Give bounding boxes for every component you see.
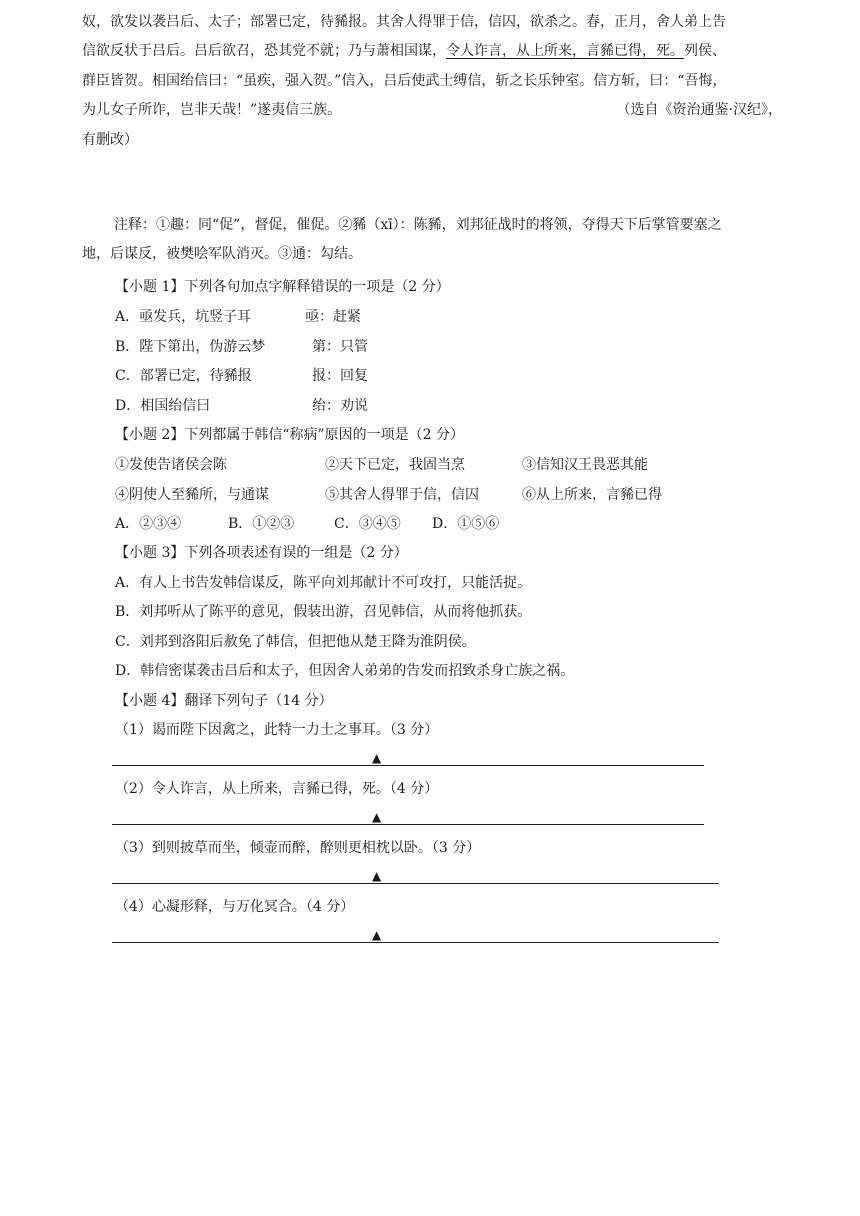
q1-gloss-b: 第：只管 xyxy=(312,339,368,355)
answer-marker-icon: ▲ xyxy=(372,869,382,883)
passage-line: 群臣皆贺。相国绐信曰：“虽疾，强入贺。”信入，吕后使武士缚信，斩之长乐钟室。信方斩，曰：“吾悔， xyxy=(82,72,727,89)
question-1-heading: 【小题 1】下列各句加点字解释错误的一项是（2 分） xyxy=(115,279,450,295)
answer-marker-icon: ▲ xyxy=(372,810,382,824)
q2-choice-a: A．②③④ xyxy=(115,516,182,532)
q2-item: ③信知汉王畏恶其能 xyxy=(522,457,648,473)
q2-item: ②天下已定，我固当烹 xyxy=(325,457,465,473)
annotations xyxy=(82,211,782,270)
answer-line-2[interactable] xyxy=(112,824,704,825)
q2-item: ⑤其舍人得罪于信，信囚 xyxy=(325,487,479,503)
note-line: 注释：①趣：同“促”，督促，催促。②豨（xī）：陈豨，刘邦征战时的将领，夺得天下后掌管要塞之 xyxy=(114,217,722,233)
passage-text: 为儿女子所诈，岂非天哉！”遂夷信三族。 xyxy=(82,102,342,119)
q3-option-c: C．刘邦到洛阳后赦免了韩信，但把他从楚王降为淮阴侯。 xyxy=(115,634,476,650)
q2-choice-d: D．①⑤⑥ xyxy=(432,516,500,532)
source-citation: （选自《资治通鉴·汉纪》， xyxy=(616,102,782,119)
question-3-heading: 【小题 3】下列各项表述有误的一组是（2 分） xyxy=(115,545,408,561)
q4-sentence-4: （4）心凝形释，与万化冥合。（4 分） xyxy=(115,899,355,915)
q4-sentence-3: （3）到则披草而坐，倾壶而醉，醉则更相枕以卧。（3 分） xyxy=(115,840,481,856)
passage-line xyxy=(82,96,782,125)
answer-line-3[interactable] xyxy=(112,883,719,884)
q1-gloss-a: 亟：赶紧 xyxy=(305,309,361,325)
passage-text: 列侯、 xyxy=(684,43,726,60)
q2-item: ⑥从上所来，言豨已得 xyxy=(522,487,662,503)
passage-line xyxy=(82,37,782,66)
q3-option-a: A．有人上书告发韩信谋反，陈平向刘邦献计不可攻打，只能活捉。 xyxy=(115,575,532,591)
passage-text: 信欲反状于吕后。吕后欲召，恐其党不就；乃与萧相国谋， xyxy=(82,43,446,60)
q4-sentence-1: （1）谒而陛下因禽之，此特一力士之事耳。（3 分） xyxy=(115,722,439,738)
question-2-heading: 【小题 2】下列都属于韩信“称病”原因的一项是（2 分） xyxy=(115,427,465,443)
q3-option-d: D．韩信密谋袭击吕后和太子，但因舍人弟弟的告发而招致杀身亡族之祸。 xyxy=(115,663,575,679)
q2-choice-b: B．①②③ xyxy=(228,516,295,532)
classical-passage xyxy=(82,8,782,155)
answer-line-1[interactable] xyxy=(112,765,704,766)
q2-item: ①发使告诸侯会陈 xyxy=(115,457,227,473)
q3-option-b: B．刘邦听从了陈平的意见，假装出游，召见韩信，从而将他抓获。 xyxy=(115,604,532,620)
question-4-heading: 【小题 4】翻译下列句子（14 分） xyxy=(115,693,333,709)
passage-line: 奴，欲发以袭吕后、太子；部署已定，待豨报。其舍人得罪于信，信囚，欲杀之。春，正月，舍人弟上告 xyxy=(82,14,726,30)
q1-option-d: D．相国绐信曰 xyxy=(115,398,211,414)
answer-marker-icon: ▲ xyxy=(372,751,382,765)
q1-gloss-d: 绐：劝说 xyxy=(312,398,368,414)
answer-line-4[interactable] xyxy=(112,942,719,943)
source-citation-cont: 有删改） xyxy=(82,131,138,148)
underlined-sentence: 令人诈言，从上所来，言豨已得，死。 xyxy=(446,43,684,60)
q1-option-a: A．亟发兵，坑竖子耳 xyxy=(115,309,252,325)
q2-item: ④阴使人至豨所，与通谋 xyxy=(115,487,269,503)
q1-option-b: B．陛下第出，伪游云梦 xyxy=(115,339,266,355)
answer-marker-icon: ▲ xyxy=(372,928,382,942)
q2-choice-c: C．③④⑤ xyxy=(334,516,401,532)
q1-option-c: C．部署已定，待豨报 xyxy=(115,368,252,384)
q1-gloss-c: 报：回复 xyxy=(312,368,368,384)
note-line: 地，后谋反，被樊哙军队消灭。③通：勾结。 xyxy=(82,246,362,263)
q4-sentence-2: （2）令人诈言，从上所来，言豨已得，死。（4 分） xyxy=(115,781,439,797)
